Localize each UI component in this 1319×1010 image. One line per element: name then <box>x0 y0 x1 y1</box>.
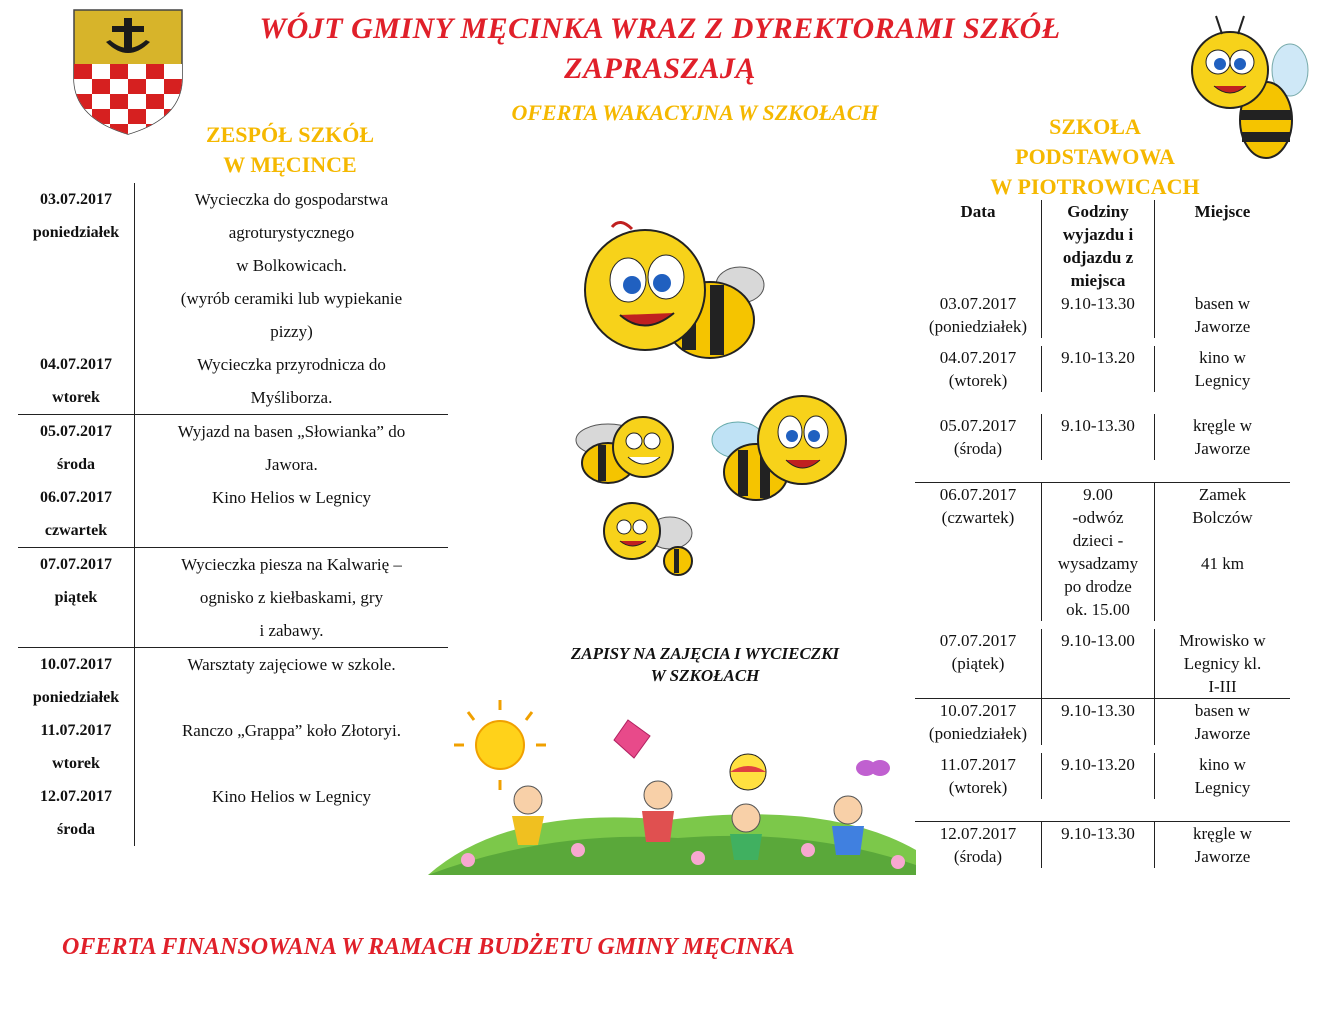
row-place-line: Bolczów <box>1192 508 1253 527</box>
row-place-line: kino w <box>1199 755 1246 774</box>
row-place-line: Legnicy kl. <box>1183 654 1262 673</box>
row-place <box>1155 292 1290 338</box>
row-date <box>915 822 1041 868</box>
bee-illustration-icon <box>598 495 698 580</box>
description-line: agroturystycznego <box>228 223 355 242</box>
row-place <box>1155 629 1290 698</box>
date-value: 06.07.2017 <box>40 489 112 506</box>
row-place <box>1155 414 1290 460</box>
date-value: 03.07.2017 <box>40 191 112 208</box>
bee-illustration-icon <box>570 215 775 375</box>
header-place: Miejsce <box>1194 202 1251 221</box>
row-date <box>915 292 1041 338</box>
butterfly-icon <box>856 760 890 776</box>
description-line: Wycieczka przyrodnicza do <box>197 355 386 374</box>
row-date-line: (wtorek) <box>948 371 1008 390</box>
description-line: Kino Helios w Legnicy <box>211 488 372 507</box>
row-place-line: basen w <box>1194 701 1251 720</box>
row-hours <box>1041 822 1155 868</box>
date-value: 11.07.2017 <box>40 722 112 739</box>
row-date-line: (piątek) <box>951 654 1005 673</box>
date-value: 10.07.2017 <box>40 656 112 673</box>
row-place-line: basen w <box>1194 294 1251 313</box>
table-row <box>18 414 448 481</box>
footer-note: OFERTA FINANSOWANA W RAMACH BUDŻETU GMINY MĘCINKA <box>62 934 795 960</box>
row-date-line: (poniedziałek) <box>928 724 1028 743</box>
table-row <box>915 753 1290 821</box>
table-row <box>915 346 1290 414</box>
left-school-heading <box>150 120 430 180</box>
row-date-line: 05.07.2017 <box>939 416 1017 435</box>
row-date <box>915 699 1041 745</box>
row-date <box>915 629 1041 698</box>
row-hours <box>1041 414 1155 460</box>
signup-line2: W SZKOŁACH <box>650 666 760 685</box>
row-date-line: (środa) <box>953 439 1003 458</box>
right-school-name-line2: PODSTAWOWA <box>1015 144 1175 169</box>
row-description <box>135 348 448 414</box>
bee-illustration-icon <box>1178 10 1310 170</box>
date-value: 05.07.2017 <box>40 423 112 440</box>
row-hours <box>1041 292 1155 338</box>
kite-icon <box>614 720 650 758</box>
table-row <box>18 547 448 647</box>
row-hours <box>1041 699 1155 745</box>
weekday-value: piątek <box>54 589 98 606</box>
row-date <box>18 780 135 846</box>
weekday-value: poniedziałek <box>32 689 120 706</box>
subtitle: OFERTA WAKACYJNA W SZKOŁACH <box>511 100 879 125</box>
row-date <box>18 548 135 647</box>
signup-notice <box>530 643 880 687</box>
row-place-line: Mrowisko w <box>1179 631 1266 650</box>
header-hours-line: Godziny <box>1067 202 1129 221</box>
table-row <box>915 292 1290 346</box>
header-hours-line: odjazdu z <box>1062 248 1134 267</box>
row-date-line: 07.07.2017 <box>939 631 1017 650</box>
weekday-value: poniedziałek <box>32 224 120 241</box>
row-hours-line: 9.10-13.00 <box>1061 631 1135 650</box>
description-line: Wycieczka do gospodarstwa <box>194 190 389 209</box>
description-line: Wyjazd na basen „Słowianka” do <box>177 422 406 441</box>
row-date <box>18 714 135 780</box>
row-place-line: I-III <box>1208 677 1237 696</box>
row-date-line: (poniedziałek) <box>928 317 1028 336</box>
description-line: Kino Helios w Legnicy <box>211 787 372 806</box>
table-row <box>18 647 448 714</box>
weekday-value: środa <box>57 456 95 473</box>
right-table-header <box>915 200 1290 292</box>
row-date <box>18 415 135 481</box>
table-row <box>18 183 448 348</box>
row-place-line: Zamek <box>1198 485 1247 504</box>
row-hours-line: 9.10-13.30 <box>1061 416 1135 435</box>
row-date <box>915 414 1041 460</box>
row-place-line: 41 km <box>1201 554 1244 573</box>
row-place-line: kino w <box>1199 348 1246 367</box>
left-school-name-line1: ZESPÓŁ SZKÓŁ <box>205 122 375 147</box>
right-school-name-line3: W PIOTROWICACH <box>990 174 1200 199</box>
description-line: Ranczo „Grappa” koło Złotoryi. <box>181 721 402 740</box>
row-date <box>18 183 135 348</box>
row-place-line: Jaworze <box>1194 847 1251 866</box>
row-hours-line: 9.10-13.30 <box>1061 294 1135 313</box>
right-table-body <box>915 292 1290 868</box>
row-date-line: 06.07.2017 <box>939 485 1017 504</box>
table-row <box>915 698 1290 753</box>
left-school-name-line2: W MĘCINCE <box>223 152 357 177</box>
row-date-line: 04.07.2017 <box>939 348 1017 367</box>
table-row <box>18 714 448 780</box>
row-hours-line: po drodze <box>1064 577 1132 596</box>
row-date-line: (wtorek) <box>948 778 1008 797</box>
row-hours-line: 9.00 <box>1083 485 1113 504</box>
row-date <box>915 753 1041 799</box>
description-line: i zabawy. <box>259 621 324 640</box>
row-description <box>135 780 448 846</box>
row-date-line: 11.07.2017 <box>940 755 1016 774</box>
row-place-line: Jaworze <box>1194 724 1251 743</box>
row-place <box>1155 753 1290 799</box>
row-place-line: kręgle w <box>1192 416 1252 435</box>
header-hours <box>1041 200 1155 292</box>
description-line: ognisko z kiełbaskami, gry <box>199 588 384 607</box>
bee-illustration-icon <box>710 380 860 510</box>
row-place <box>1155 346 1290 392</box>
row-hours-line: dzieci - <box>1072 531 1124 550</box>
row-description <box>135 183 448 348</box>
header-date: Data <box>960 202 996 221</box>
sun-icon <box>454 700 546 790</box>
row-place-line: Legnicy <box>1194 371 1251 390</box>
table-row <box>18 348 448 414</box>
table-row <box>915 482 1290 629</box>
row-description <box>135 548 448 647</box>
row-hours-line: ok. 15.00 <box>1066 600 1130 619</box>
row-hours <box>1041 346 1155 392</box>
row-hours-line: 9.10-13.30 <box>1061 701 1135 720</box>
row-date <box>18 481 135 547</box>
row-hours-line: 9.10-13.30 <box>1061 824 1135 843</box>
table-row <box>915 414 1290 482</box>
row-description <box>135 648 448 714</box>
children-playing-illustration <box>428 700 916 875</box>
description-line: pizzy) <box>270 322 313 341</box>
table-row <box>18 780 448 846</box>
weekday-value: wtorek <box>52 755 100 772</box>
row-hours-line: 9.10-13.20 <box>1061 348 1135 367</box>
row-description <box>135 714 448 780</box>
row-hours <box>1041 629 1155 698</box>
row-place <box>1155 699 1290 745</box>
signup-line1: ZAPISY NA ZAJĘCIA I WYCIECZKI <box>570 644 840 663</box>
ball-icon <box>730 754 766 790</box>
description-line: w Bolkowicach. <box>236 256 347 275</box>
row-date-line: (środa) <box>953 847 1003 866</box>
header-hours-line: miejsca <box>1070 271 1126 290</box>
row-date-line: 12.07.2017 <box>939 824 1017 843</box>
row-place-line: Jaworze <box>1194 439 1251 458</box>
row-place-line: Jaworze <box>1194 317 1251 336</box>
row-place-line: Legnicy <box>1194 778 1251 797</box>
table-row <box>915 821 1290 868</box>
main-title: WÓJT GMINY MĘCINKA WRAZ Z DYREKTORAMI SZKÓŁ <box>259 12 1061 45</box>
description-line: Warsztaty zajęciowe w szkole. <box>187 655 396 674</box>
description-line: Wycieczka piesza na Kalwarię – <box>181 555 402 574</box>
row-date-line: 10.07.2017 <box>939 701 1017 720</box>
weekday-value: wtorek <box>52 389 100 406</box>
table-row <box>915 629 1290 698</box>
bee-illustration-icon <box>568 405 678 490</box>
row-date <box>915 483 1041 621</box>
row-hours <box>1041 753 1155 799</box>
row-place <box>1155 483 1290 621</box>
right-schedule-table <box>915 200 1290 868</box>
row-date-line: 03.07.2017 <box>939 294 1017 313</box>
row-place <box>1155 822 1290 868</box>
row-hours-line: -odwóz <box>1072 508 1124 527</box>
date-value: 04.07.2017 <box>40 356 112 373</box>
weekday-value: czwartek <box>44 522 108 539</box>
main-title-line2: ZAPRASZAJĄ <box>564 52 756 85</box>
description-line: Jawora. <box>265 455 318 474</box>
row-date-line: (czwartek) <box>941 508 1015 527</box>
row-description <box>135 481 448 547</box>
description-line: (wyrób ceramiki lub wypiekanie <box>180 289 403 308</box>
weekday-value: środa <box>57 821 95 838</box>
right-school-name-line1: SZKOŁA <box>1049 114 1141 139</box>
row-description <box>135 415 448 481</box>
row-hours <box>1041 483 1155 621</box>
left-schedule-table <box>18 183 448 846</box>
row-hours-line: 9.10-13.20 <box>1061 755 1135 774</box>
date-value: 12.07.2017 <box>40 788 112 805</box>
table-row <box>18 481 448 547</box>
date-value: 07.07.2017 <box>40 556 112 573</box>
row-place-line: kręgle w <box>1192 824 1252 843</box>
row-date <box>18 348 135 414</box>
header-hours-line: wyjazdu i <box>1062 225 1134 244</box>
row-date <box>915 346 1041 392</box>
row-hours-line: wysadzamy <box>1057 554 1139 573</box>
description-line: Myśliborza. <box>250 388 333 407</box>
row-place-line <box>1155 529 1290 552</box>
row-date <box>18 648 135 714</box>
